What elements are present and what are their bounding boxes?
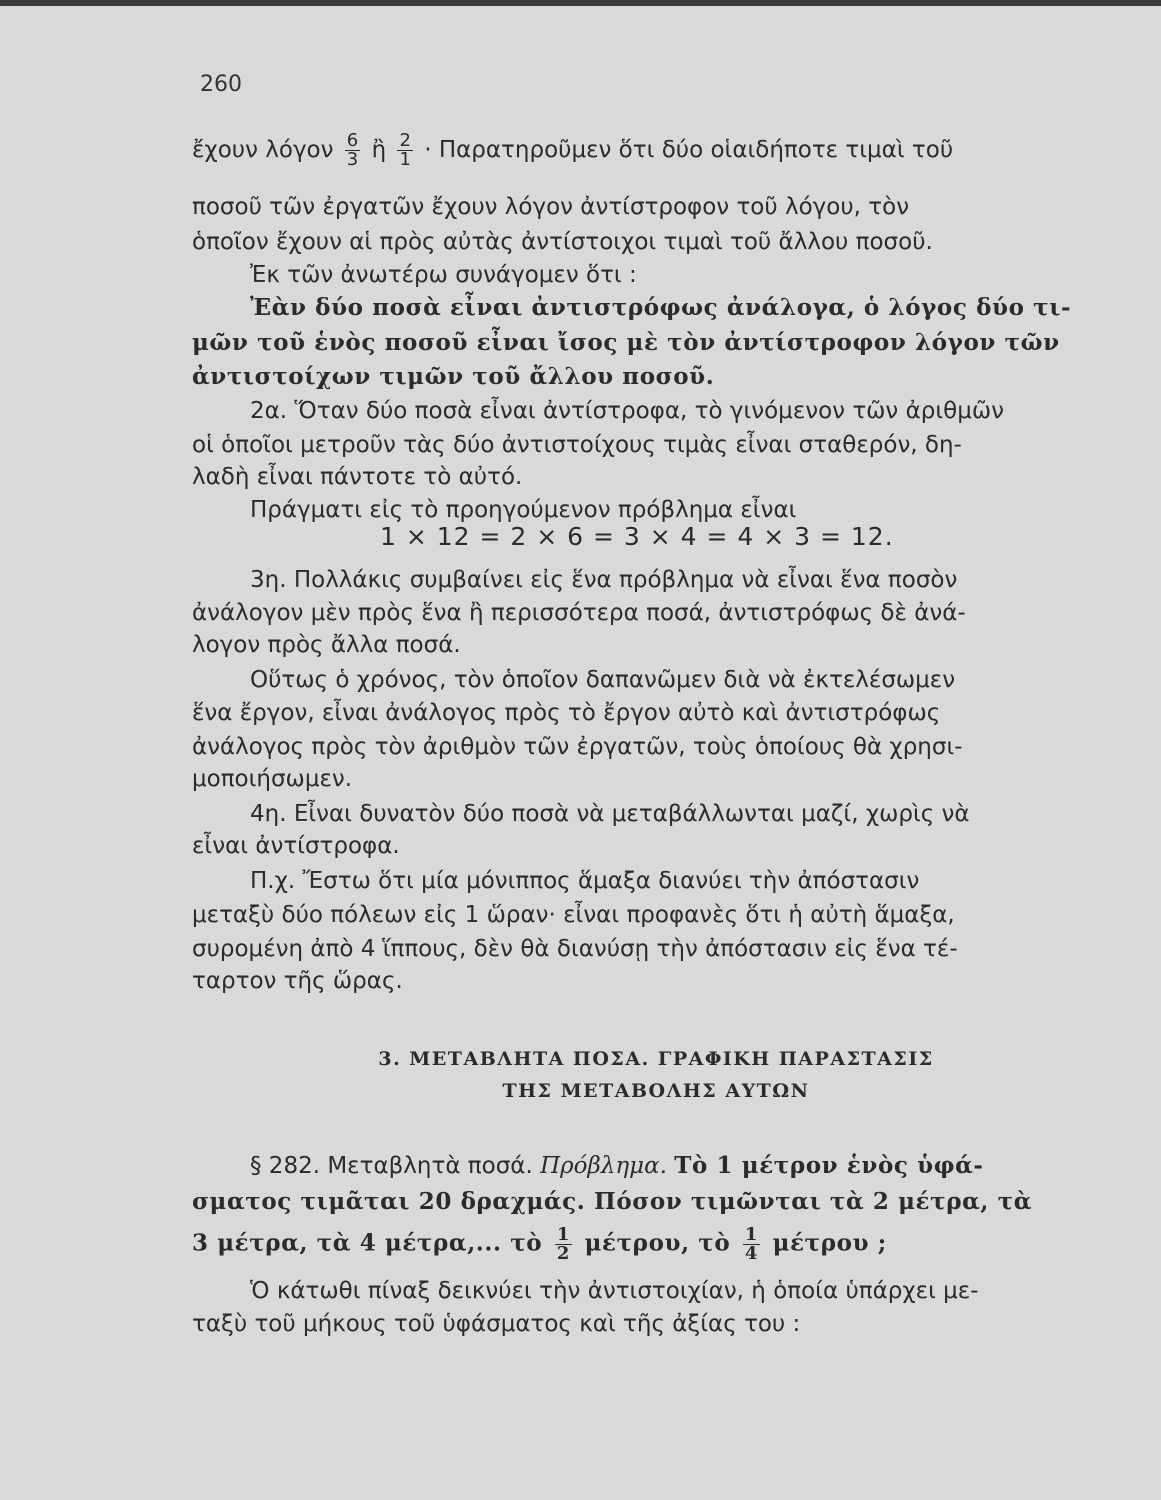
fraction	[397, 132, 412, 169]
text-span: ἔχουν λόγον	[192, 137, 334, 163]
text-line: Ὁ κάτωθι πίναξ δεικνύει τὴν ἀντιστοιχίαν, ἡ ὁποία ὑπάρχει με-	[250, 1278, 979, 1304]
fraction-denominator: 3	[346, 149, 359, 170]
text-line: λαδὴ εἶναι πάντοτε τὸ αὐτό.	[192, 464, 523, 490]
text-span: ἢ	[371, 137, 387, 163]
section-heading: ΤΗΣ ΜΕΤΑΒΟΛΗΣ ΑΥΤΩΝ	[502, 1080, 810, 1102]
text-line: 2α. Ὅταν δύο ποσὰ εἶναι ἀντίστροφα, τὸ γινόμενον τῶν ἀριθμῶν	[250, 398, 1004, 424]
text-line: ἀνάλογον μὲν πρὸς ἕνα ἢ περισσότερα ποσά, ἀντιστρόφως δὲ ἀνά-	[192, 600, 966, 626]
section-heading: 3. ΜΕΤΑΒΛΗΤΑ ΠΟΣΑ. ΓΡΑΦΙΚΗ ΠΑΡΑΣΤΑΣΙΣ	[378, 1048, 934, 1070]
text-line: ποσοῦ τῶν ἐργατῶν ἔχουν λόγον ἀντίστροφον τοῦ λόγου, τὸν	[192, 194, 910, 220]
text-line: μεταξὺ δύο πόλεων εἰς 1 ὥραν· εἶναι προφανὲς ὅτι ἡ αὐτὴ ἅμαξα,	[192, 902, 955, 928]
text-line: Πράγματι εἰς τὸ προηγούμενον πρόβλημα εἶναι	[250, 497, 797, 523]
scan-edge	[0, 0, 1161, 6]
fraction-numerator: 1	[556, 1224, 570, 1245]
text-line: εἶναι ἀντίστροφα.	[192, 833, 400, 859]
text-line: Ἐκ τῶν ἀνωτέρω συνάγομεν ὅτι :	[250, 262, 637, 288]
problem-label: Πρόβλημα.	[540, 1153, 667, 1179]
text-span: 3 μέτρα, τὰ 4 μέτρα,... τὸ	[192, 1229, 543, 1257]
text-line: ἕνα ἔργον, εἶναι ἀνάλογος πρὸς τὸ ἔργον αὐτὸ καὶ ἀντιστρόφως	[192, 700, 941, 726]
text-line	[250, 1150, 1120, 1182]
text-span: μέτρου, τὸ	[584, 1229, 731, 1257]
fraction-denominator: 1	[399, 149, 411, 170]
rule-line: Ἐὰν δύο ποσὰ εἶναι ἀντιστρόφως ἀνάλογα, ὁ λόγος δύο τι-	[250, 294, 1072, 321]
text-line: Π.χ. Ἔστω ὅτι μία μόνιππος ἅμαξα διανύει τὴν ἀπόστασιν	[250, 868, 920, 894]
text-line: μοποιήσωμεν.	[192, 766, 353, 792]
fraction-denominator: 2	[556, 1243, 570, 1264]
problem-text: Τὸ 1 μέτρον ἑνὸς ὑφά-	[674, 1152, 984, 1179]
fraction-numerator: 6	[346, 130, 359, 151]
fraction-denominator: 4	[744, 1243, 759, 1264]
text-line: 3η. Πολλάκις συμβαίνει εἰς ἕνα πρόβλημα νὰ εἶναι ἕνα ποσὸν	[250, 567, 958, 593]
rule-line: μῶν τοῦ ἑνὸς ποσοῦ εἶναι ἴσος μὲ τὸν ἀντίστροφον λόγον τῶν	[192, 329, 1060, 356]
text-line: συρομένη ἀπὸ 4 ἵππους, δὲν θὰ διανύσῃ τὴν ἀπόστασιν εἰς ἕνα τέ-	[192, 936, 958, 962]
formula: 1 × 12 = 2 × 6 = 3 × 4 = 4 × 3 = 12.	[380, 522, 894, 551]
fraction-numerator: 2	[399, 130, 411, 151]
problem-line	[192, 1226, 1120, 1263]
rule-line: ἀντιστοίχων τιμῶν τοῦ ἄλλου ποσοῦ.	[192, 363, 715, 390]
text-line	[192, 132, 1120, 169]
text-line: 4η. Εἶναι δυνατὸν δύο ποσὰ νὰ μεταβάλλωνται μαζί, χωρὶς νὰ	[250, 801, 970, 827]
fraction	[345, 132, 360, 169]
text-span: · Παρατηροῦμεν ὅτι δύο οἱαιδήποτε τιμαὶ τοῦ	[424, 137, 954, 163]
text-line: ταρτον τῆς ὥρας.	[192, 968, 403, 994]
text-line: οἱ ὁποῖοι μετροῦν τὰς δύο ἀντιστοίχους τιμὰς εἶναι σταθερόν, δη-	[192, 432, 962, 458]
text-line: λογον πρὸς ἄλλα ποσά.	[192, 632, 461, 658]
page-number: 260	[200, 72, 242, 97]
text-line: ἀνάλογος πρὸς τὸν ἀριθμὸν τῶν ἐργατῶν, τοὺς ὁποίους θὰ χρησι-	[192, 734, 963, 760]
problem-line: σματος τιμᾶται 20 δραχμάς. Πόσον τιμῶνται τὰ 2 μέτρα, τὰ	[192, 1188, 1033, 1215]
text-line: ταξὺ τοῦ μήκους τοῦ ὑφάσματος καὶ τῆς ἀξίας του :	[192, 1311, 801, 1337]
text-line: Οὕτως ὁ χρόνος, τὸν ὁποῖον δαπανῶμεν διὰ νὰ ἐκτελέσωμεν	[250, 667, 956, 693]
fraction	[555, 1226, 572, 1263]
text-span: μέτρου ;	[772, 1229, 887, 1257]
section-number: § 282. Μεταβλητὰ ποσά.	[250, 1153, 533, 1179]
fraction-numerator: 1	[744, 1224, 759, 1245]
fraction	[743, 1226, 760, 1263]
text-line: ὁποῖον ἔχουν αἱ πρὸς αὐτὰς ἀντίστοιχοι τιμαὶ τοῦ ἄλλου ποσοῦ.	[192, 229, 933, 255]
